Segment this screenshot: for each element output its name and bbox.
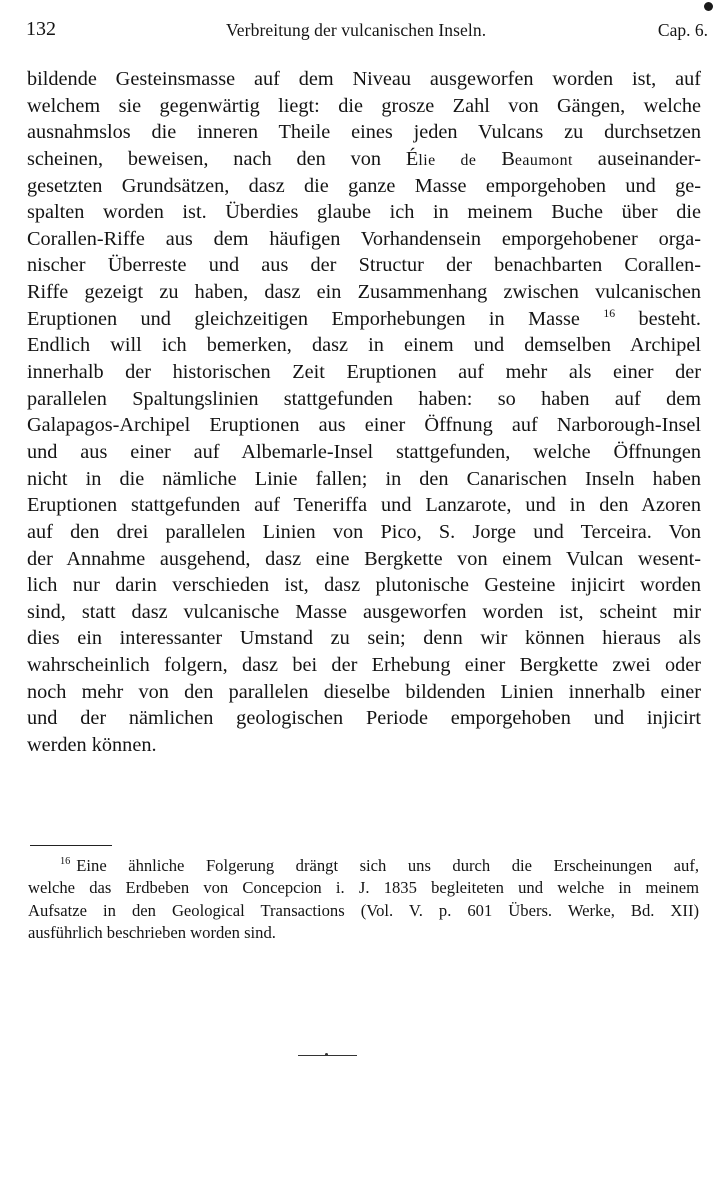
text-line: parallelen Spaltungslinien stattgefunden haben: so haben auf dem [27,387,701,410]
text-line: innerhalb der historischen Zeit Eruptionen auf mehr als einer der [27,361,701,384]
footnote-reference: 16 [603,307,616,320]
page-number: 132 [26,18,56,40]
author-name: Élie de Beaumont [405,147,573,170]
footnote-line [28,855,699,877]
text-line [27,146,701,173]
text-line: spalten worden ist. Überdies glaube ich in meinem Buche über die [27,201,701,224]
footnote-line: Aufsatze in den Geological Transactions (Vol. V. p. 601 Übers. Werke, Bd. XII) [28,900,699,920]
text-line: und aus einer auf Albemarle-Insel stattgefunden, welche Öffnungen [27,440,701,463]
running-title: Verbreitung der vulcanischen Inseln. [226,20,487,40]
text-line: und der nämlichen geologischen Periode emporgehoben und injicirt [27,707,701,730]
footnote [28,855,699,945]
text-fragment: besteht. [638,307,702,330]
footnote-divider [30,845,112,846]
text-line [27,306,701,333]
text-line: Corallen-Riffe aus dem häufigen Vorhandensein emporgehobener orga- [27,227,701,250]
text-line: gesetzten Grundsätzen, dasz die ganze Masse emporgehoben und ge- [27,174,701,197]
text-line: Riffe gezeigt zu haben, dasz ein Zusammenhang zwischen vulcanischen [27,281,701,304]
text-line: lich nur darin verschieden ist, dasz plutonische Gesteine injicirt worden [27,574,701,597]
text-line: Endlich will ich bemerken, dasz in einem und demselben Archipel [27,334,701,357]
body-text [27,66,701,759]
text-line: ausnahmslos die inneren Theile eines jeden Vulcans zu durchsetzen [27,121,701,144]
text-line: werden können. [27,734,157,757]
text-fragment: Eruptionen und gleichzeitigen Emporhebungen in Masse [27,307,580,330]
text-fragment: scheinen, beweisen, nach den von [27,147,382,170]
text-line: auf den drei parallelen Linien von Pico, S. Jorge und Terceira. Von [27,520,701,543]
text-line: nicht in die nämliche Linie fallen; in den Canarischen Inseln haben [27,467,701,490]
text-line: Galapagos-Archipel Eruptionen aus einer Öffnung auf Narborough-Insel [27,414,701,437]
text-line: sind, statt dasz vulcanische Masse ausgeworfen worden ist, scheint mir [27,600,701,623]
text-line: Eruptionen stattgefunden auf Teneriffa und Lanzarote, und in den Azoren [27,494,701,517]
end-rule [298,1055,357,1056]
footnote-line: ausführlich beschrieben worden sind. [28,923,276,943]
footnote-line: welche das Erdbeben von Concepcion i. J. 1835 begleiteten und welche in meinem [28,878,699,898]
text-line: noch mehr von den parallelen dieselbe bildenden Linien innerhalb einer [27,680,701,703]
text-line: welchem sie gegenwärtig liegt: die grosze Zahl von Gängen, welche [27,94,701,117]
text-line: dies ein interessanter Umstand zu sein; denn wir können hieraus als [27,627,701,650]
text-line: der Annahme ausgehend, dasz eine Bergkette von einem Vulcan wesent- [27,547,701,570]
corner-ink-mark [704,2,713,11]
text-line: wahrscheinlich folgern, dasz bei der Erhebung einer Bergkette zwei oder [27,654,701,677]
footnote-marker: 16 [60,856,71,868]
text-line: nischer Überreste und aus der Structur der benachbarten Corallen- [27,254,701,277]
running-head [26,18,708,48]
text-line: bildende Gesteinsmasse auf dem Niveau ausgeworfen worden ist, auf [27,68,701,90]
text-fragment: auseinander- [597,147,701,170]
text-fragment: Eine ähnliche Folgerung drängt sich uns durch die Erscheinungen auf, [76,856,699,875]
chapter-reference: Cap. 6. [657,20,708,40]
